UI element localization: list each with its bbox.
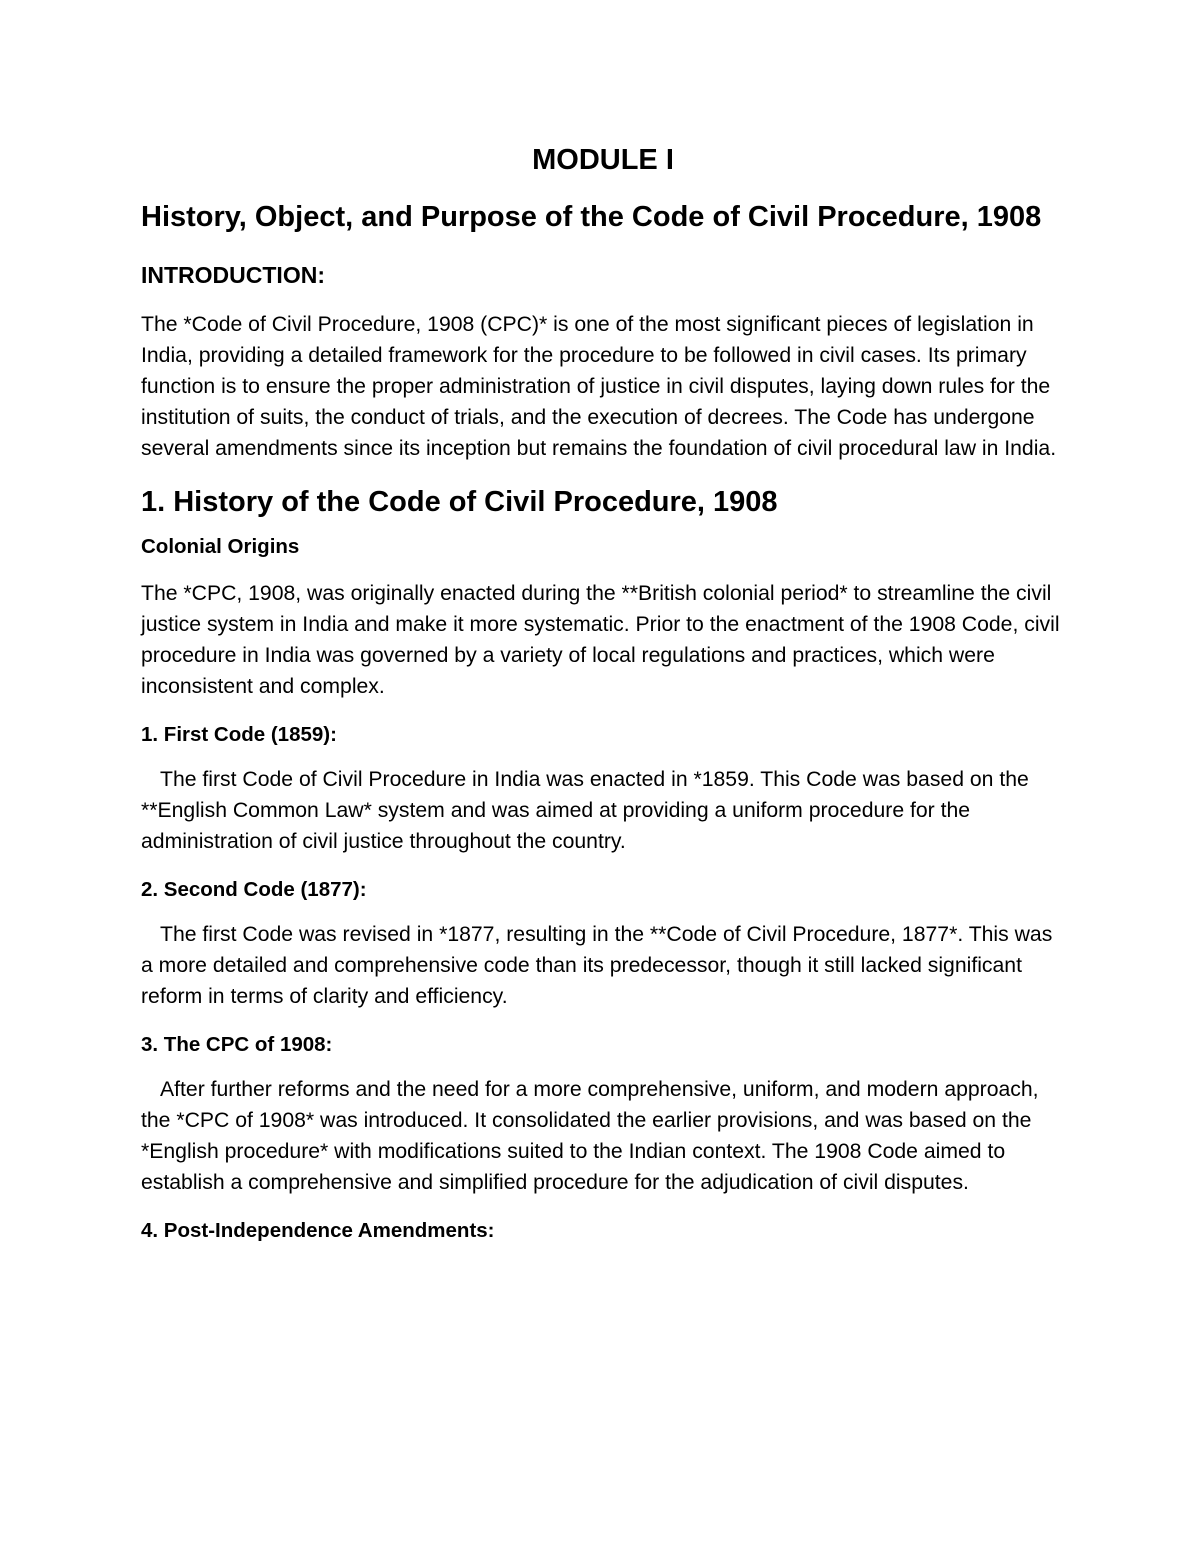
post-independence-heading: 4. Post-Independence Amendments: (141, 1219, 495, 1242)
document-page (141, 140, 1061, 1260)
module-title: MODULE I (532, 144, 674, 176)
first-code-heading: 1. First Code (1859): (141, 723, 337, 746)
document-title: History, Object, and Purpose of the Code of Civil Procedure, 1908 (141, 201, 1042, 233)
introduction-paragraph: The *Code of Civil Procedure, 1908 (CPC)* is one of the most significant pieces of legislation in India, providing a detailed framework for the procedure to be followed in civil cases. Its primary function is to ensure the proper administration of justice in civil disputes, laying down rules for the institution of suits, the conduct of trials, and the execution of decrees. The Code has undergone several amendments since its inception but remains the foundation of civil procedural law in India. (141, 313, 1057, 460)
history-section-heading: 1. History of the Code of Civil Procedure, 1908 (141, 486, 778, 518)
first-code-paragraph: The first Code of Civil Procedure in India was enacted in *1859. This Code was based on the **English Common Law* system and was aimed at providing a uniform procedure for the administration of civil justice throughout the country. (141, 768, 1029, 853)
cpc-1908-paragraph: After further reforms and the need for a more comprehensive, uniform, and modern approach, the *CPC of 1908* was introduced. It consolidated the earlier provisions, and was based on the *English procedure* with modifications suited to the Indian context. The 1908 Code aimed to establish a comprehensive and simplified procedure for the adjudication of civil disputes. (141, 1078, 1039, 1194)
second-code-paragraph: The first Code was revised in *1877, resulting in the **Code of Civil Procedure, 1877*. This was a more detailed and comprehensive code than its predecessor, though it still lacked significant reform in terms of clarity and efficiency. (141, 923, 1053, 1008)
colonial-origins-heading: Colonial Origins (141, 535, 300, 558)
second-code-heading: 2. Second Code (1877): (141, 878, 367, 901)
colonial-origins-paragraph: The *CPC, 1908, was originally enacted during the **British colonial period* to streamline the civil justice system in India and make it more systematic. Prior to the enactment of the 1908 Code, civil procedure in India was governed by a variety of local regulations and practices, which were inconsistent and complex. (141, 582, 1060, 698)
introduction-heading: INTRODUCTION: (141, 262, 325, 288)
cpc-1908-heading: 3. The CPC of 1908: (141, 1033, 333, 1056)
